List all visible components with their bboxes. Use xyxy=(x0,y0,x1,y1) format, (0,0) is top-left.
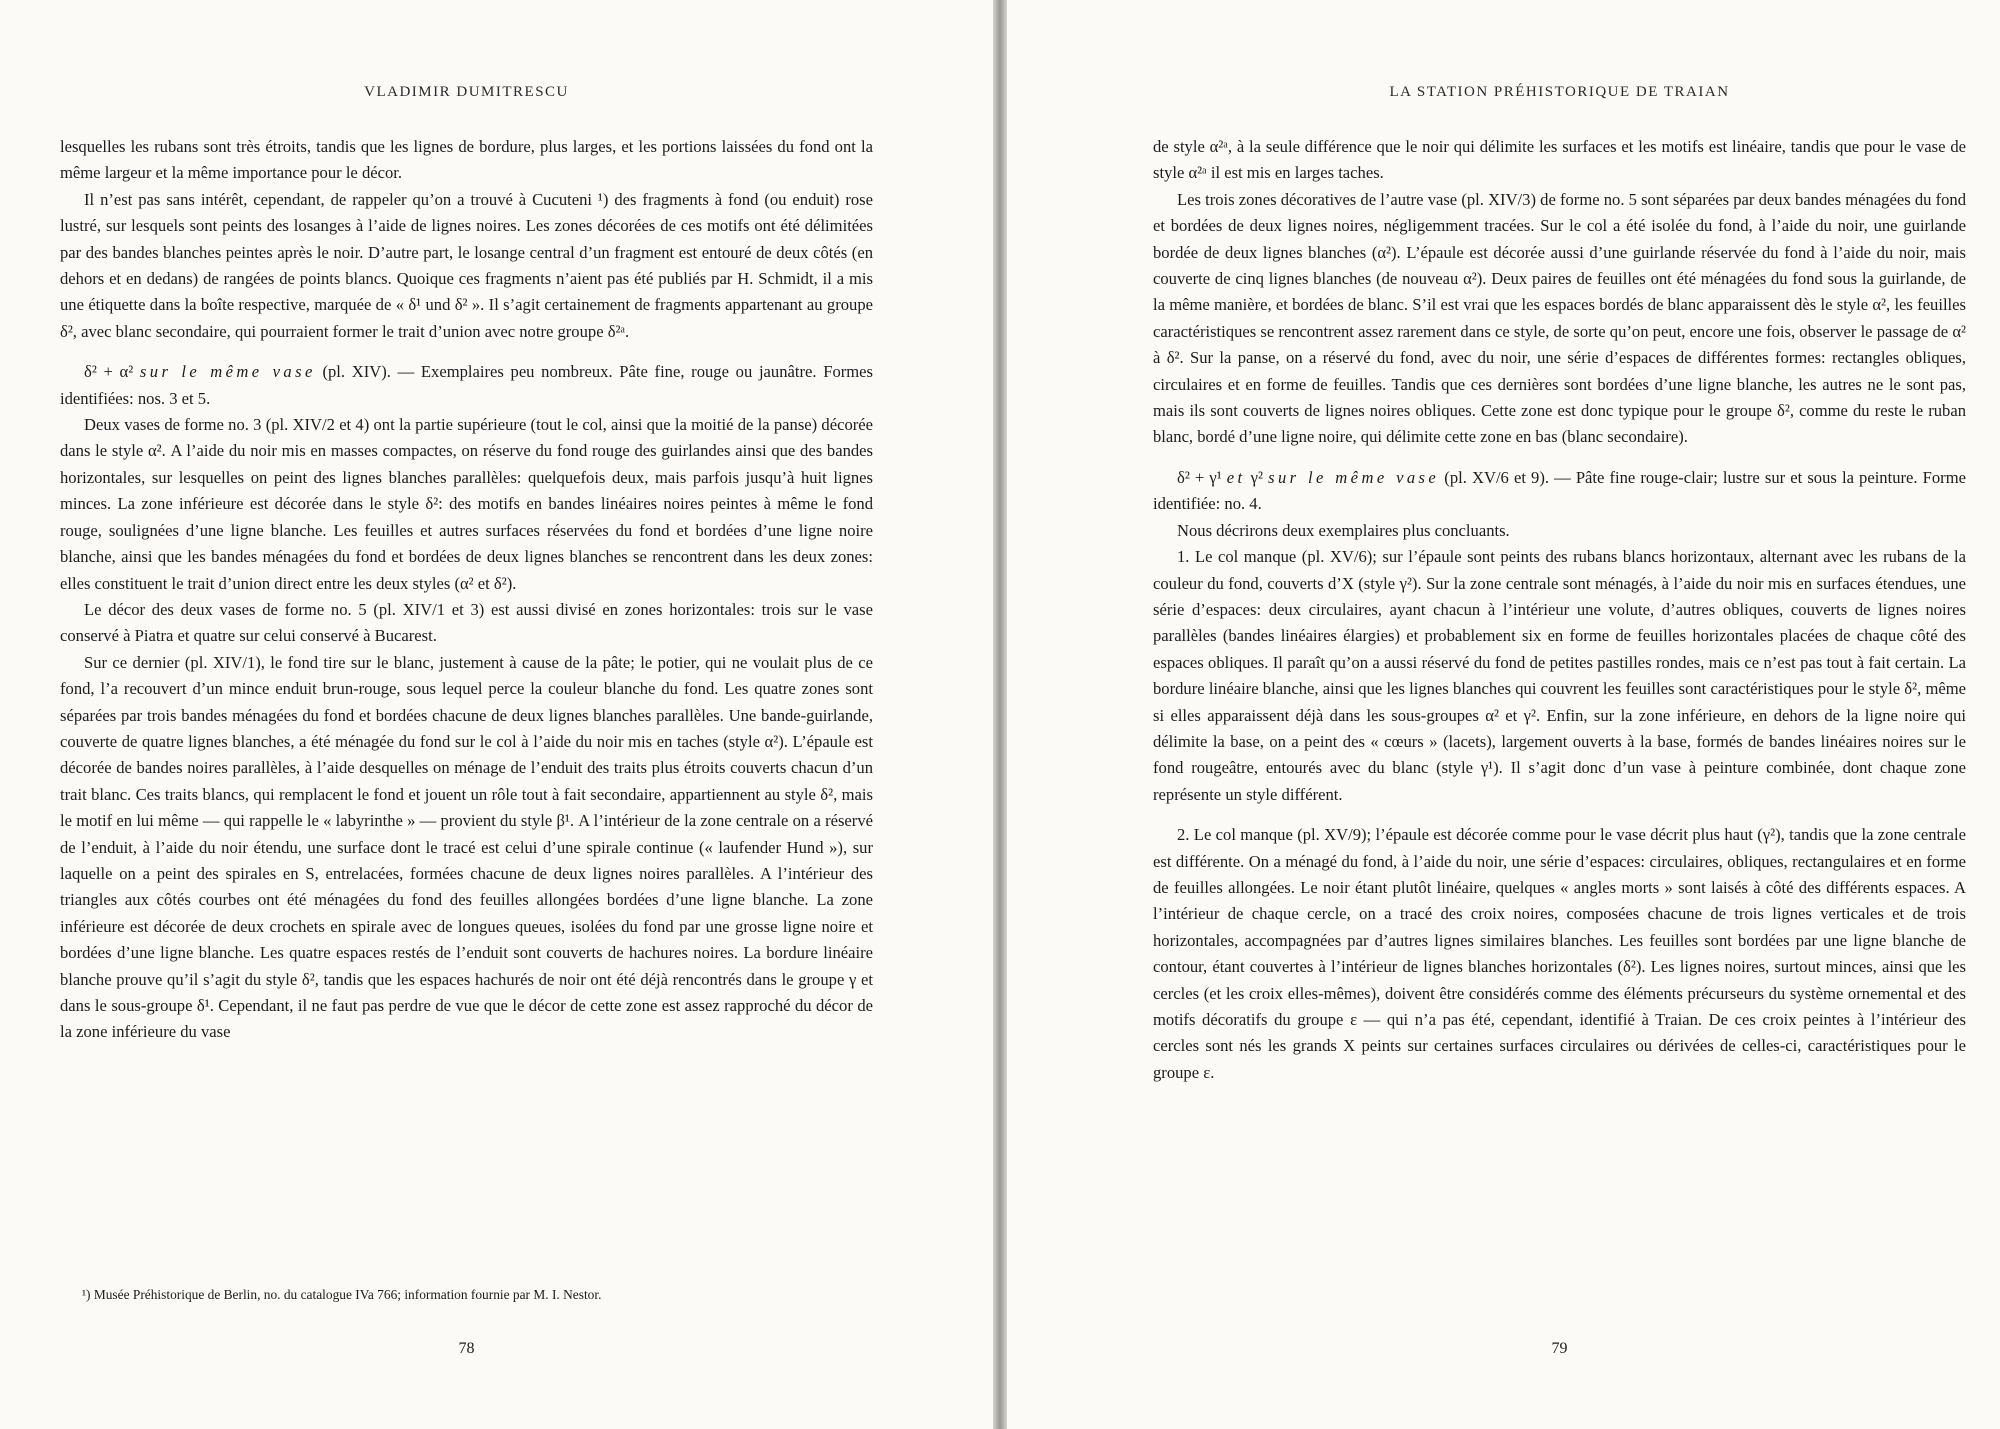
footnote: ¹) Musée Préhistorique de Berlin, no. du catalogue IVa 766; information fournie par M. I. Nestor. xyxy=(82,1287,602,1302)
paragraph: 2. Le col manque (pl. XV/9); l’épaule est décorée comme pour le vase décrit plus haut (γ²), tandis que la zone centrale est différente. On a ménagé du fond, à l’aide du noir, une série d’espaces: circulaires, obliques, rectangulaires et en forme de feuilles allongées. Le noir étant plutôt linéaire, quelques « angles morts » sont laisés à côté des différents espaces. A l’intérieur de chaque cercle, on a tracé des croix noires, composées chacune de trois lignes verticales et de trois horizontales, accompagnées par d’autres lignes similaires blanches. Les feuilles sont bordées par une ligne blanche de contour, étant couvertes à l’intérieur de lignes blanches horizontales (δ²). Les lignes noires, surtout minces, ainsi que les cercles (et les croix elles-mêmes), doivent être considérés comme des éléments précurseurs du système ornemental et des motifs décoratifs du groupe ε — qui n’a pas été, cependant, identifié à Traian. De ces croix peintes à l’intérieur des cercles sont nés les grands X peints sur certaines surfaces circulaires ou dérivées de celles-ci, caractéristiques pour le groupe ε. xyxy=(1153,825,1966,1082)
section-heading-formula-2: γ² xyxy=(1250,467,1263,487)
section-heading-et: et xyxy=(1226,467,1246,487)
running-head-left: VLADIMIR DUMITRESCU xyxy=(364,84,569,100)
paragraph: 1. Le col manque (pl. XV/6); sur l’épaule sont peints des rubans blancs horizontaux, alternant avec les rubans de la couleur du fond, couverts d’X (style γ²). Sur la zone centrale sont ménagés, à l’aide du noir mis en surfaces étendues, une série d’espaces: deux circulaires, ayant chacun à l’intérieur une volute, d’autres obliques, couverts de lignes noires parallèles (bandes linéaires élargies) et probablement six en forme de feuilles horizontales placées de chaque côté des espaces obliques. Il paraît qu’on a aussi réservé du fond de petites pastilles rondes, mais ce n’est pas tout à fait certain. La bordure linéaire blanche, ainsi que les lignes blanches qui couvrent les feuilles sont caractéristiques pour le style δ², même si elles apparaissent déjà dans les sous-groupes α² et γ². Enfin, sur la zone inférieure, en dehors de la ligne noire qui délimite la base, on a peint des « cœurs » (lacets), largement ouverts à la base, formés de bandes linéaires noires sur le fond rougeâtre, entourés avec du blanc (style γ¹). Il s’agit donc d’un vase à peinture combinée, dont chaque zone représente un style différent. xyxy=(1153,547,1966,804)
paragraph: Sur ce dernier (pl. XIV/1), le fond tire sur le blanc, justement à cause de la pâte; le potier, qui ne voulait plus de ce fond, l’a recouvert d’un mince enduit brun-rouge, sous lequel perce la couleur blanche du fond. Les quatre zones sont séparées par trois bandes ménagées du fond et bordées chacune de deux lignes blanches parallèles. Une bande-guirlande, couverte de quatre lignes blanches, a été ménagée du fond sur le col à l’aide du noir mis en taches (style α²). L’épaule est décorée de bandes noires parallèles, à l’aide desquelles on ménage de l’enduit des traits plus étroits couverts chacun d’un trait blanc. Ces traits blancs, qui remplacent le fond et jouent un rôle tout à fait secondaire, appartiennent au style δ², mais le motif en lui même — qui rappelle le « labyrinthe » — provient du style β¹. A l’intérieur de la zone centrale on a réservé de l’enduit, à l’aide du noir étendu, une surface dont le tracé est celui d’une spirale continue (« laufender Hund »), sur laquelle on a peint des spirales en S, entrelacées, formées chacune de deux lignes noires parallèles. A l’intérieur des triangles aux côtés courbes ont été ménagées du fond des feuilles allongées bordées d’une ligne blanche. La zone inférieure est décorée de deux crochets en spirale avec de longues queues, isolées du fond par une grosse ligne noire et bordées d’une ligne blanche. Les quatre espaces restés de l’enduit sont couverts de hachures noires. La bordure linéaire blanche prouve qu’il s’agit du style δ², tandis que les espaces hachurés de noir ont été déjà rencontrés dans le groupe γ et dans le sous-groupe δ¹. Cependant, il ne faut pas perdre de vue que le décor de cette zone est assez rapproché du décor de la zone inférieure du vase xyxy=(60,652,873,1042)
section-paragraph xyxy=(60,359,873,412)
paragraph: Les trois zones décoratives de l’autre vase (pl. XIV/3) de forme no. 5 sont séparées par deux bandes ménagées du fond et bordées de deux lignes noires, négligemment tracées. Sur le col a été isolée du fond, à l’aide du noir, une guirlande bordée de deux lignes blanches (α²). L’épaule est décorée aussi d’une guirlande réservée du fond à l’aide du noir, mais couverte de cinq lignes blanches (de nouveau α²). Deux paires de feuilles ont été ménagées du fond sous la guirlande, de la même manière, et bordées de blanc. S’il est vrai que les espaces bordés de blanc apparaissent dès le style α², les feuilles caractéristiques se rencontrent assez rarement dans ce style, de sorte qu’on peut, encore une fois, observer le passage de α² à δ². Sur la panse, on a réservé du fond, avec du noir, une série d’espaces de différentes formes: rectangles obliques, circulaires et en forme de feuilles. Tandis que ces dernières sont bordées d’une ligne blanche, les autres ne le sont pas, mais ils sont couverts de lignes noires obliques. Cette zone est donc typique pour le groupe δ², comme du reste le ruban blanc, bordé d’une ligne noire, qui délimite cette zone en bas (blanc secondaire). xyxy=(1153,189,1966,447)
section-heading-spaced: sur le même vase xyxy=(139,362,316,382)
right-page-body xyxy=(1153,134,1966,1086)
right-page xyxy=(1007,0,2000,1429)
left-page-body xyxy=(60,134,873,1046)
paragraph: Pâte fine rouge-clair; lustre sur et sous la peinture. Forme identifiée: no. 4. xyxy=(1153,467,1966,514)
section-heading-spaced: sur le même vase xyxy=(1268,467,1440,487)
section-heading-formula: δ² + γ¹ xyxy=(1177,467,1222,487)
left-page xyxy=(0,0,993,1429)
paragraph: Il n’est pas sans intérêt, cependant, de rappeler qu’on a trouvé à Cucuteni ¹) des fragments à fond (ou enduit) rose lustré, sur lesquels sont peints des losanges à l’aide de lignes noires. Les zones décorées de ces motifs ont été délimitées par des bandes blanches peintes après le noir. D’autre part, le losange central d’un fragment est entouré de deux côtés (en dehors et en dedans) de rangées de points blancs. Quoique ces fragments n’aient pas été publiés par H. Schmidt, il a mis une étiquette dans la boîte respective, marquée de « δ¹ und δ² ». Il s’agit certainement de fragments appartenant au groupe δ², avec blanc secondaire, qui pourraient former le trait d’union avec notre groupe δ²ᵃ. xyxy=(60,189,873,341)
book-gutter xyxy=(993,0,1007,1429)
page-number-left: 78 xyxy=(458,1340,475,1357)
page-number-right: 79 xyxy=(1551,1340,1568,1357)
paragraph: Le décor des deux vases de forme no. 5 (pl. XIV/1 et 3) est aussi divisé en zones horizontales: trois sur le vase conservé à Piatra et quatre sur celui conservé à Bucarest. xyxy=(60,599,873,646)
section-heading-formula: δ² + α² xyxy=(84,362,134,382)
section-heading-ref: (pl. XIV). — xyxy=(322,362,415,382)
paragraph: Deux vases de forme no. 3 (pl. XIV/2 et 4) ont la partie supérieure (tout le col, ainsi que la moitié de la panse) décorée dans le style α². A l’aide du noir mis en masses compactes, on réserve du fond rouge des guirlandes ainsi que des bandes horizontales, sur lesquelles on peint des lignes blanches parallèles: quelquefois deux, mais parfois jusqu’à huit lignes minces. La zone inférieure est décorée dans le style δ²: des motifs en bandes linéaires noires peintes à même le fond rouge, soulignées d’une ligne blanche. Les feuilles et autres surfaces réservées du fond et bordées d’une ligne noire blanche, ainsi que les bandes ménagées du fond et bordées de deux lignes blanches se rencontrent dans les deux zones: elles constituent le trait d’union direct entre les deux styles (α² et δ²). xyxy=(60,415,873,593)
running-head-right: LA STATION PRÉHISTORIQUE DE TRAIAN xyxy=(1389,84,1730,100)
paragraph: Exemplaires peu nombreux. Pâte fine, rouge ou jaunâtre. Formes identifiées: nos. 3 et 5. xyxy=(60,362,874,408)
section-heading-ref: (pl. XV/6 et 9). — xyxy=(1444,467,1571,487)
section-paragraph xyxy=(1153,465,1966,518)
paragraph: de style α²ᵃ, à la seule différence que le noir qui délimite les surfaces et les motifs est linéaire, tandis que pour le vase de style α²ᵃ il est mis en larges taches. xyxy=(1153,137,1966,183)
paragraph: Nous décrirons deux exemplaires plus concluants. xyxy=(1177,520,1510,540)
paragraph: lesquelles les rubans sont très étroits, tandis que les lignes de bordure, plus larges, et les portions laissées du fond ont la même largeur et la même importance pour le décor. xyxy=(60,137,873,183)
